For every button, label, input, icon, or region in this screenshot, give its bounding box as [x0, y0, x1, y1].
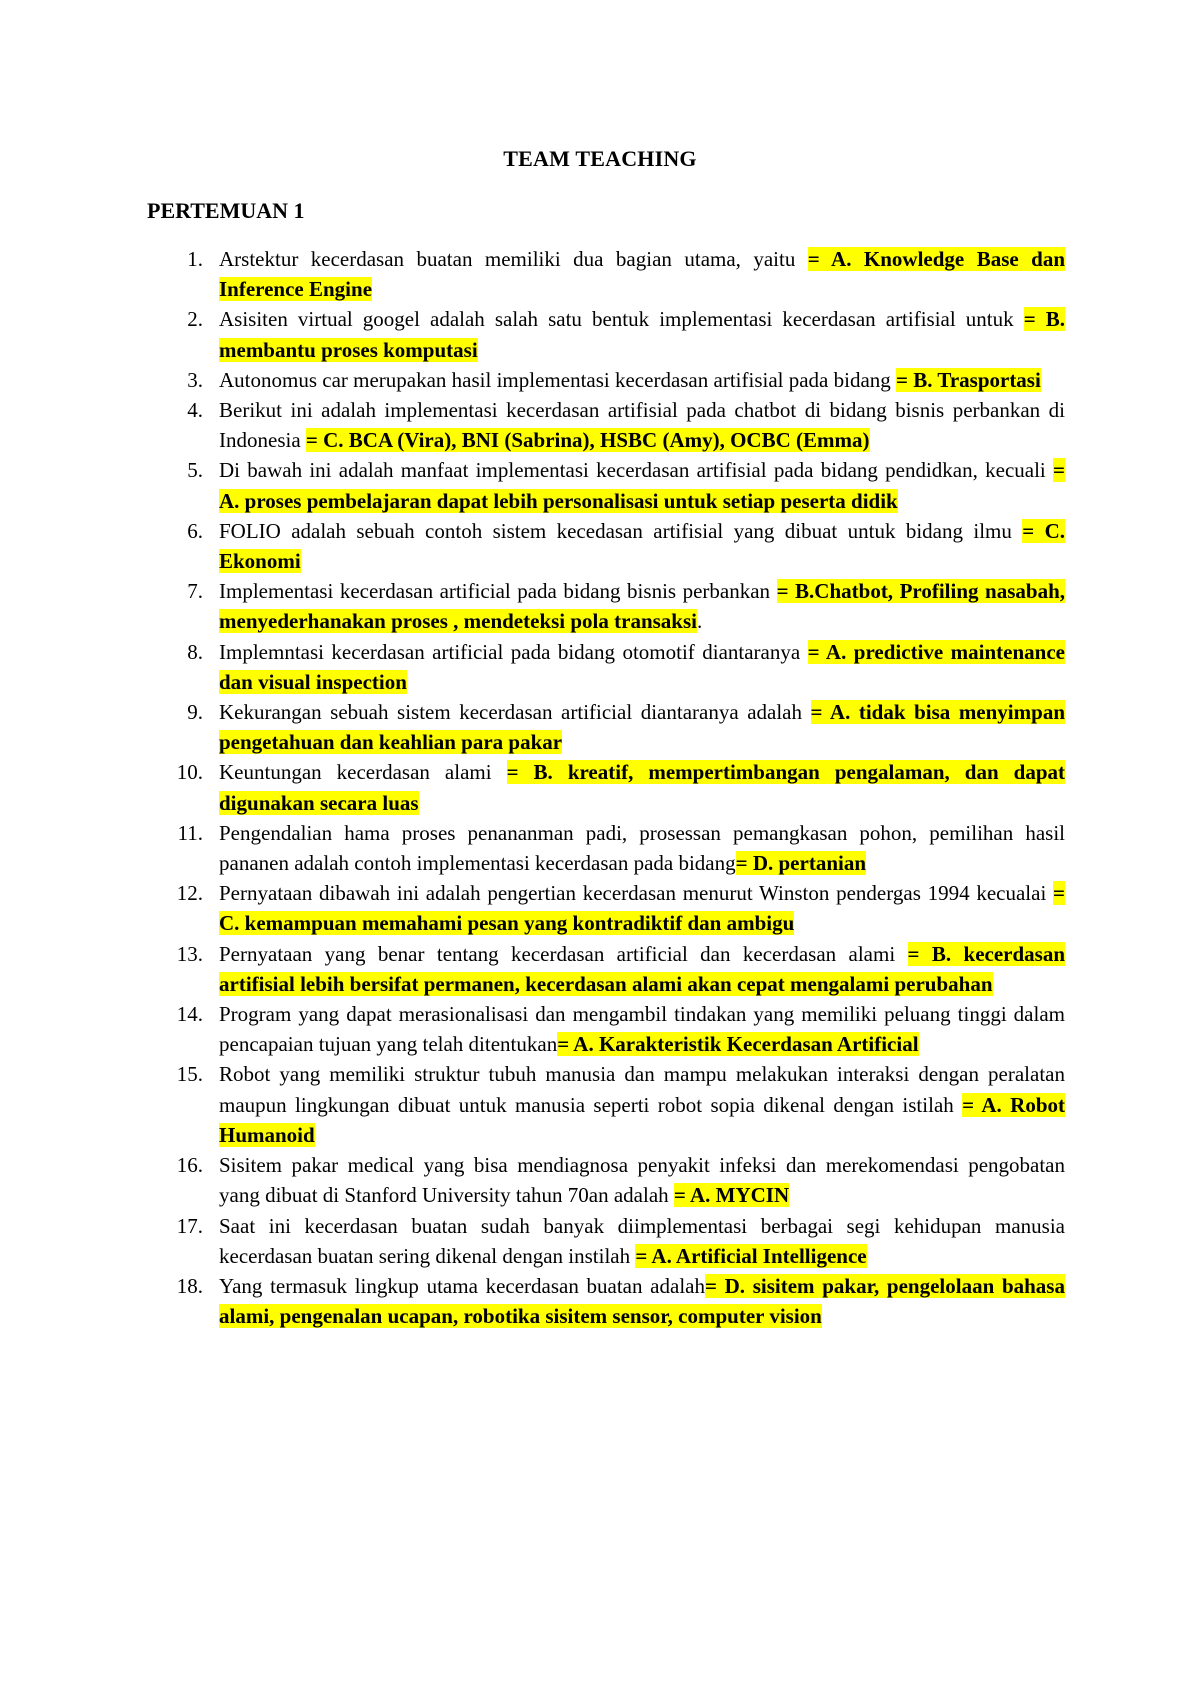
question-number: 10.	[176, 760, 203, 785]
answer-highlight: = B. Trasportasi	[896, 367, 1041, 392]
answer-highlight: = A. predictive maintenance dan visual inspection	[219, 639, 1065, 694]
question-number: 8.	[187, 639, 203, 664]
question-text: Implemntasi kecerdasan artificial pada bidang otomotif diantaranya	[219, 639, 808, 664]
question-item-7	[147, 576, 1065, 636]
answer-highlight: = A. tidak bisa menyimpan pengetahuan dan keahlian para pakar	[219, 700, 1065, 755]
question-item-17	[147, 1211, 1065, 1271]
answer-highlight: = A. MYCIN	[673, 1183, 790, 1208]
question-item-12	[147, 878, 1065, 938]
answer-highlight: = B. kecerdasan artifisial lebih bersifat permanen, kecerdasan alami akan cepat mengalami perubahan	[219, 941, 1066, 996]
question-item-2	[147, 304, 1065, 364]
question-item-1	[147, 244, 1065, 304]
question-text: Keuntungan kecerdasan alami	[219, 760, 507, 785]
question-text: Di bawah ini adalah manfaat implementasi kecerdasan artifisial pada bidang pendidkan, kecuali	[219, 458, 1054, 483]
question-item-10	[147, 757, 1065, 817]
answer-highlight: = D. sisitem pakar, pengelolaan bahasa alami, pengenalan ucapan, robotika sisitem sensor, computer vision	[219, 1273, 1065, 1329]
question-number: 15.	[176, 1062, 203, 1087]
question-number: 12.	[176, 881, 203, 906]
question-text: Pengendalian hama proses penananman padi, prosessan pemangkasan pohon, pemilihan hasil pananen adalah contoh implementasi kecerdasan pada bidang	[219, 820, 1065, 876]
answer-highlight: = A. Robot Humanoid	[219, 1092, 1065, 1147]
question-text: Pernyataan yang benar tentang kecerdasan artificial dan kecerdasan alami	[219, 941, 908, 966]
question-text: FOLIO adalah sebuah contoh sistem kecedasan artifisial yang dibuat untuk bidang ilmu	[219, 518, 1023, 543]
answer-highlight: = A. Karakteristik Kecerdasan Artificial	[557, 1032, 919, 1057]
question-text: Berikut ini adalah implementasi kecerdasan artifisial pada chatbot di bidang bisnis perbankan di Indonesia	[219, 398, 1065, 453]
answer-highlight: = C. Ekonomi	[219, 518, 1065, 574]
question-text: Yang termasuk lingkup utama kecerdasan buatan adalah	[219, 1273, 705, 1298]
question-number: 2.	[187, 307, 203, 332]
answer-highlight: = D. pertanian	[735, 851, 867, 876]
question-number: 11.	[177, 820, 203, 845]
question-text: Pernyataan dibawah ini adalah pengertian kecerdasan menurut Winston pendergas 1994 kecualai	[219, 881, 1054, 906]
question-item-8	[147, 637, 1065, 697]
question-item-5	[147, 455, 1065, 515]
answer-highlight: = C. kemampuan memahami pesan yang kontradiktif dan ambigu	[219, 881, 1065, 936]
question-item-13	[147, 939, 1065, 999]
question-number: 18.	[176, 1273, 203, 1298]
question-text: Saat ini kecerdasan buatan sudah banyak diimplementasi berbagai segi kehidupan manusia kecerdasan buatan sering dikenal dengan instilah	[219, 1213, 1065, 1268]
question-text: Arstektur kecerdasan buatan memiliki dua bagian utama, yaitu	[219, 247, 808, 271]
question-number: 6.	[187, 518, 203, 543]
question-item-18	[147, 1271, 1065, 1331]
answer-highlight: = A. Artificial Intelligence	[635, 1243, 867, 1268]
question-text: Autonomus car merupakan hasil implementasi kecerdasan artifisial pada bidang	[219, 367, 897, 392]
question-number: 16.	[176, 1153, 203, 1178]
question-number: 3.	[187, 367, 203, 392]
section-heading: PERTEMUAN 1	[147, 198, 305, 223]
question-number: 1.	[187, 247, 203, 271]
question-text: Program yang dapat merasionalisasi dan mengambil tindakan yang memiliki peluang tinggi dalam pencapaian tujuan yang telah ditentukan	[219, 1002, 1065, 1057]
question-list	[147, 244, 1065, 1331]
question-number: 17.	[176, 1213, 203, 1238]
answer-highlight: = A. Knowledge Base dan Inference Engine	[219, 247, 1065, 302]
answer-highlight: = A. proses pembelajaran dapat lebih personalisasi untuk setiap peserta didik	[219, 458, 1065, 513]
question-text: Kekurangan sebuah sistem kecerdasan artificial diantaranya adalah	[219, 700, 811, 725]
answer-highlight: = B.Chatbot, Profiling nasabah, menyederhanakan proses , mendeteksi pola transaksi	[219, 579, 1065, 634]
question-number: 14.	[176, 1002, 203, 1027]
question-number: 5.	[187, 458, 203, 483]
question-item-3	[147, 365, 1065, 395]
question-text: Sisitem pakar medical yang bisa mendiagnosa penyakit infeksi dan merekomendasi pengobatan yang dibuat di Stanford University tahun 70an adalah	[219, 1153, 1065, 1208]
question-item-9	[147, 697, 1065, 757]
question-text: Asisiten virtual googel adalah salah satu bentuk implementasi kecerdasan artifisial untuk	[219, 307, 1024, 332]
question-number: 13.	[176, 941, 203, 966]
question-item-4	[147, 395, 1065, 455]
answer-highlight: = B. kreatif, mempertimbangan pengalaman, dan dapat digunakan secara luas	[219, 760, 1065, 815]
question-text: Robot yang memiliki struktur tubuh manusia dan mampu melakukan interaksi dengan peralatan maupun lingkungan dibuat untuk manusia seperti robot sopia dikenal dengan istilah	[219, 1062, 1065, 1117]
document-title: TEAM TEACHING	[503, 146, 697, 171]
question-item-15	[147, 1059, 1065, 1150]
question-number: 4.	[187, 398, 203, 423]
answer-highlight: = C. BCA (Vira), BNI (Sabrina), HSBC (Amy), OCBC (Emma)	[305, 428, 870, 453]
question-item-11	[147, 818, 1065, 878]
question-item-16	[147, 1150, 1065, 1210]
question-number: 9.	[187, 700, 203, 725]
question-tail: .	[697, 609, 703, 634]
answer-highlight: = B. membantu proses komputasi	[219, 307, 1065, 362]
question-item-6	[147, 516, 1065, 576]
question-item-14	[147, 999, 1065, 1059]
question-number: 7.	[187, 579, 203, 604]
question-text: Implementasi kecerdasan artificial pada bidang bisnis perbankan	[219, 579, 777, 604]
